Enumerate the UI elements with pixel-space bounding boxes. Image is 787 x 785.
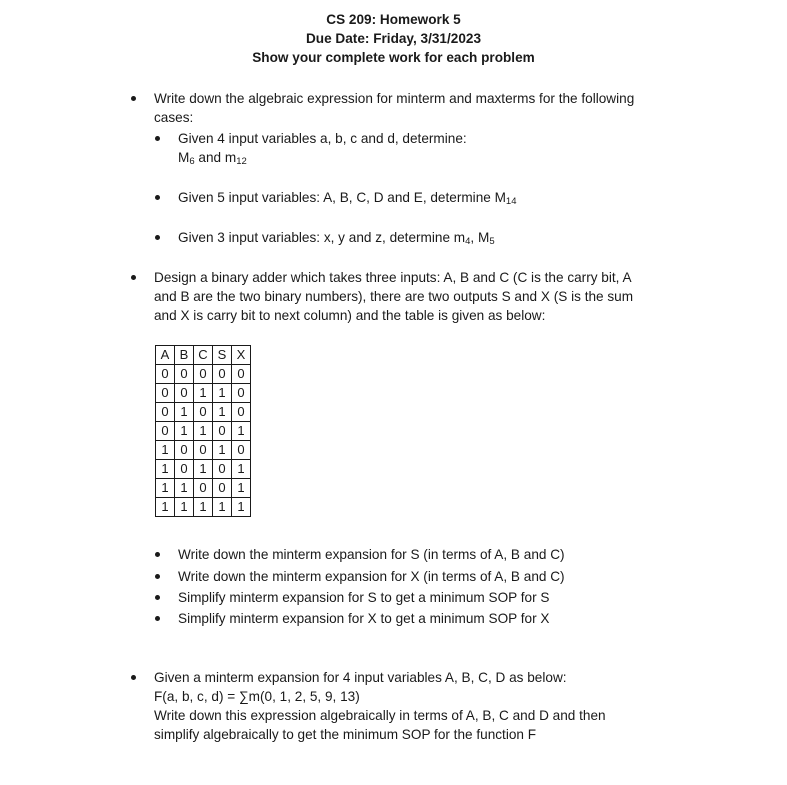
table-cell: 0 — [232, 384, 251, 403]
task-3: Simplify minterm expansion for S to get a minimum SOP for S — [178, 590, 550, 605]
header-cell: X — [232, 346, 251, 365]
table-cell: 0 — [213, 479, 232, 498]
problem3-line3: Write down this expression algebraically in terms of A, B, C and D and then — [154, 708, 606, 723]
problem1-intro-line1: Write down the algebraic expression for minterm and maxterms for the following — [154, 91, 635, 106]
truth-table — [155, 345, 251, 517]
problem1b-line — [178, 188, 517, 207]
table-cell: 1 — [175, 498, 194, 517]
table-cell: 1 — [232, 498, 251, 517]
table-cell: 0 — [232, 403, 251, 422]
problem1c-separator: , M — [470, 230, 490, 245]
table-cell: 1 — [232, 479, 251, 498]
table-row — [156, 384, 251, 403]
table-cell: 1 — [232, 460, 251, 479]
truth-table-header-row — [156, 346, 251, 365]
table-cell: 1 — [194, 460, 213, 479]
bullet-task-4 — [155, 616, 160, 621]
table-cell: 0 — [194, 365, 213, 384]
table-row — [156, 498, 251, 517]
table-row — [156, 403, 251, 422]
table-row — [156, 460, 251, 479]
bullet-problem-1 — [131, 96, 136, 101]
bullet-task-2 — [155, 574, 160, 579]
header-cell: B — [175, 346, 194, 365]
table-row — [156, 422, 251, 441]
table-cell: 0 — [194, 403, 213, 422]
bullet-task-3 — [155, 595, 160, 600]
problem1a-line1: Given 4 input variables a, b, c and d, determine: — [178, 131, 467, 146]
bullet-task-1 — [155, 552, 160, 557]
table-cell: 0 — [213, 460, 232, 479]
table-cell: 0 — [175, 384, 194, 403]
table-cell: 0 — [175, 441, 194, 460]
table-cell: 0 — [156, 403, 175, 422]
problem3-function: F(a, b, c, d) = ∑m(0, 1, 2, 5, 9, 13) — [154, 689, 360, 704]
table-cell: 0 — [194, 441, 213, 460]
table-cell: 1 — [194, 384, 213, 403]
table-cell: 0 — [194, 479, 213, 498]
bullet-problem-1b — [155, 195, 160, 200]
table-cell: 1 — [213, 384, 232, 403]
problem1b-subscript: 14 — [505, 196, 517, 207]
instruction: Show your complete work for each problem — [252, 50, 535, 65]
bullet-problem-2 — [131, 275, 136, 280]
table-cell: 0 — [232, 441, 251, 460]
bullet-problem-1a — [155, 136, 160, 141]
table-row — [156, 441, 251, 460]
table-cell: 0 — [175, 460, 194, 479]
table-cell: 1 — [213, 403, 232, 422]
problem1c-line — [178, 228, 495, 247]
problem1c-subscript-2: 5 — [489, 236, 495, 247]
table-cell: 0 — [156, 365, 175, 384]
problem3-line4: simplify algebraically to get the minimum SOP for the function F — [154, 727, 537, 742]
table-row — [156, 479, 251, 498]
problem2-line1: Design a binary adder which takes three inputs: A, B and C (C is the carry bit, A — [154, 270, 632, 285]
table-cell: 0 — [232, 365, 251, 384]
header-cell: C — [194, 346, 213, 365]
table-cell: 1 — [194, 498, 213, 517]
problem2-line2: and B are the two binary numbers), there are two outputs S and X (S is the sum — [154, 289, 634, 304]
table-cell: 1 — [156, 441, 175, 460]
table-cell: 1 — [194, 422, 213, 441]
problem1-intro-line2: cases: — [154, 110, 194, 125]
table-cell: 1 — [156, 498, 175, 517]
bullet-problem-3 — [131, 675, 136, 680]
table-cell: 1 — [213, 498, 232, 517]
table-cell: 1 — [175, 403, 194, 422]
table-row — [156, 365, 251, 384]
table-cell: 0 — [213, 365, 232, 384]
homework-title: CS 209: Homework 5 — [326, 12, 461, 27]
problem3-line1: Given a minterm expansion for 4 input variables A, B, C, D as below: — [154, 670, 567, 685]
table-cell: 0 — [213, 422, 232, 441]
header-cell: S — [213, 346, 232, 365]
task-1: Write down the minterm expansion for S (in terms of A, B and C) — [178, 547, 565, 562]
connector-text: and — [194, 150, 225, 165]
table-cell: 1 — [213, 441, 232, 460]
maxterm-subscript: 6 — [189, 156, 195, 167]
table-cell: 1 — [175, 479, 194, 498]
problem1a-line2 — [178, 148, 247, 167]
table-cell: 1 — [156, 479, 175, 498]
minterm-symbol: m — [224, 150, 237, 165]
due-date: Due Date: Friday, 3/31/2023 — [305, 31, 482, 46]
header-cell: A — [156, 346, 175, 365]
table-cell: 0 — [175, 365, 194, 384]
table-cell: 0 — [156, 384, 175, 403]
bullet-problem-1c — [155, 235, 160, 240]
problem1c-text: Given 3 input variables: x, y and z, determine m — [178, 230, 466, 245]
problem1b-text: Given 5 input variables: A, B, C, D and E, determine M — [178, 190, 506, 205]
table-cell: 1 — [232, 422, 251, 441]
maxterm-symbol: M — [178, 150, 190, 165]
table-cell: 1 — [156, 460, 175, 479]
table-cell: 0 — [156, 422, 175, 441]
table-cell: 1 — [175, 422, 194, 441]
task-2: Write down the minterm expansion for X (in terms of A, B and C) — [178, 569, 565, 584]
task-4: Simplify minterm expansion for X to get a minimum SOP for X — [178, 611, 550, 626]
minterm-subscript: 12 — [236, 156, 247, 167]
problem2-line3: and X is carry bit to next column) and the table is given as below: — [154, 308, 546, 323]
problem1c-subscript-1: 4 — [465, 236, 471, 247]
